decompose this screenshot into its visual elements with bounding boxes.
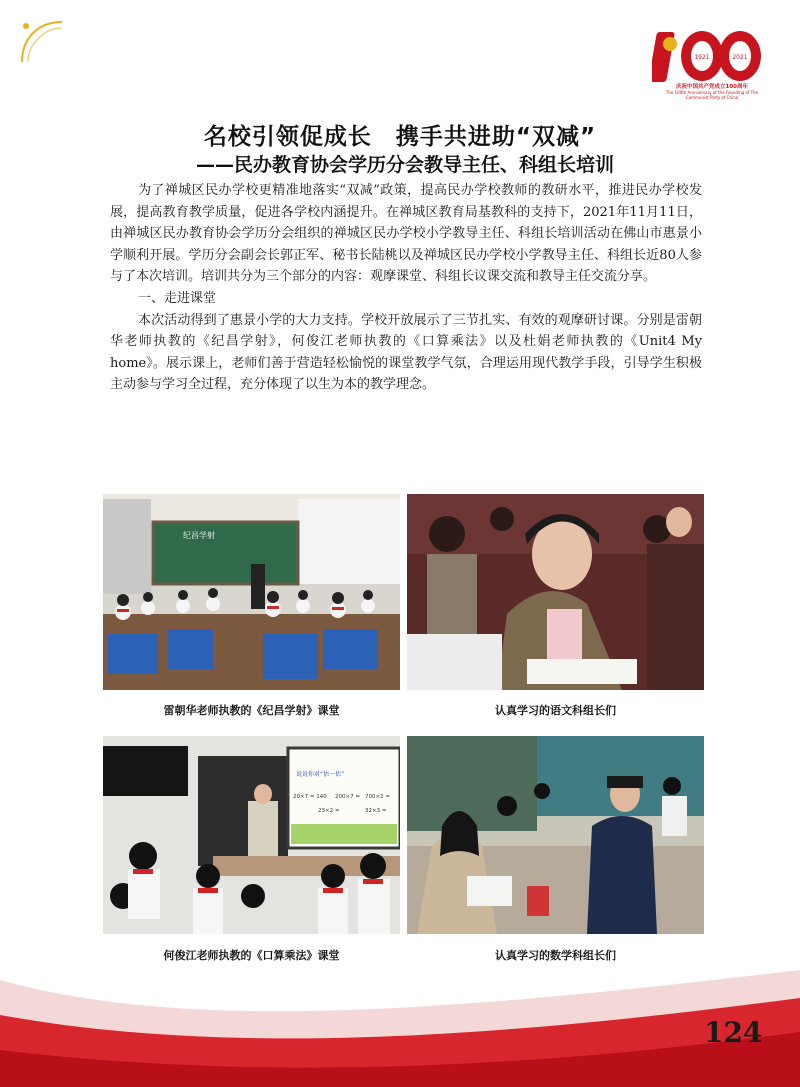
page-number: 124 xyxy=(704,1016,763,1049)
slide-title: 说说你对“估一估” xyxy=(296,771,345,778)
photo-chinese-lesson xyxy=(103,494,400,690)
article-subtitle: ——民办教育协会学历分会教导主任、科组长培训 xyxy=(196,154,615,176)
section-heading: 一、走进课堂 xyxy=(138,290,217,306)
slide-eq3: 700×2 = xyxy=(365,794,390,800)
paragraph-intro: 为了禅城区民办学校更精准地落实“双减”政策，提高民办学校教师的教研水平，推进民办学校发展，提高教育教学质量，促进各学校内涵提升。在禅城区教育局基教科的支持下，2021年11月11日，由禅城区民办教育协会学历分会组织的禅城区民办学校小学教导主任、科组长培训活动在佛山市惠景小学顺利开展。学历分会副会长郭正军、秘书长陆桃以及禅城区民办学校小学教导主任、科组长近80人参与了本次培训。培训共分为三个部分的内容：观摩课堂、科组长议课交流和教导主任交流分享。 xyxy=(110,183,702,285)
logo-year-left: 1921 xyxy=(694,54,710,61)
article-body xyxy=(110,180,702,396)
paragraph-classroom: 本次活动得到了惠景小学的大力支持。学校开放展示了三节扎实、有效的观摩研讨课。分别是雷朝华老师执教的《纪昌学射》，何俊江老师执教的《口算乘法》以及杜娟老师执教的《Unit4 My home》。展示课上，老师们善于营造轻松愉悦的课堂教学气氛，合理运用现代教学手段，引导学生积极主动参与学习全过程，充分体现了以生为本的教学理念。 xyxy=(110,312,702,393)
slide-eq4: 23×2 = xyxy=(318,808,340,814)
caption-math-lesson: 何俊江老师执教的《口算乘法》课堂 xyxy=(163,949,340,962)
photo-math-lesson xyxy=(103,736,400,934)
caption-chinese-lesson: 雷朝华老师执教的《纪昌学射》课堂 xyxy=(163,704,340,717)
blackboard-text: 纪昌学射 xyxy=(183,531,215,540)
photo-math-leaders xyxy=(407,736,704,934)
article-title: 名校引领促成长 携手共进助“双减” xyxy=(203,124,597,150)
photo-chinese-leaders xyxy=(407,494,704,690)
corner-ornament-icon xyxy=(18,18,66,66)
red-swoosh-decoration xyxy=(0,960,800,1087)
logo-year-right: 2021 xyxy=(732,54,748,61)
slide-eq2: 200×7 = xyxy=(335,794,360,800)
slide-eq5: 32×3 = xyxy=(365,808,387,814)
logo-caption xyxy=(664,84,760,100)
slide-eq1: 20×7 = 140 xyxy=(293,794,327,800)
caption-math-leaders: 认真学习的数学科组长们 xyxy=(495,949,616,962)
caption-chinese-leaders: 认真学习的语文科组长们 xyxy=(495,704,616,717)
logo-caption-en: The 100th Anniversary of the Founding of The Communist Party of China xyxy=(665,90,759,100)
logo-caption-cn: 庆祝中国共产党成立100周年 xyxy=(676,84,748,90)
